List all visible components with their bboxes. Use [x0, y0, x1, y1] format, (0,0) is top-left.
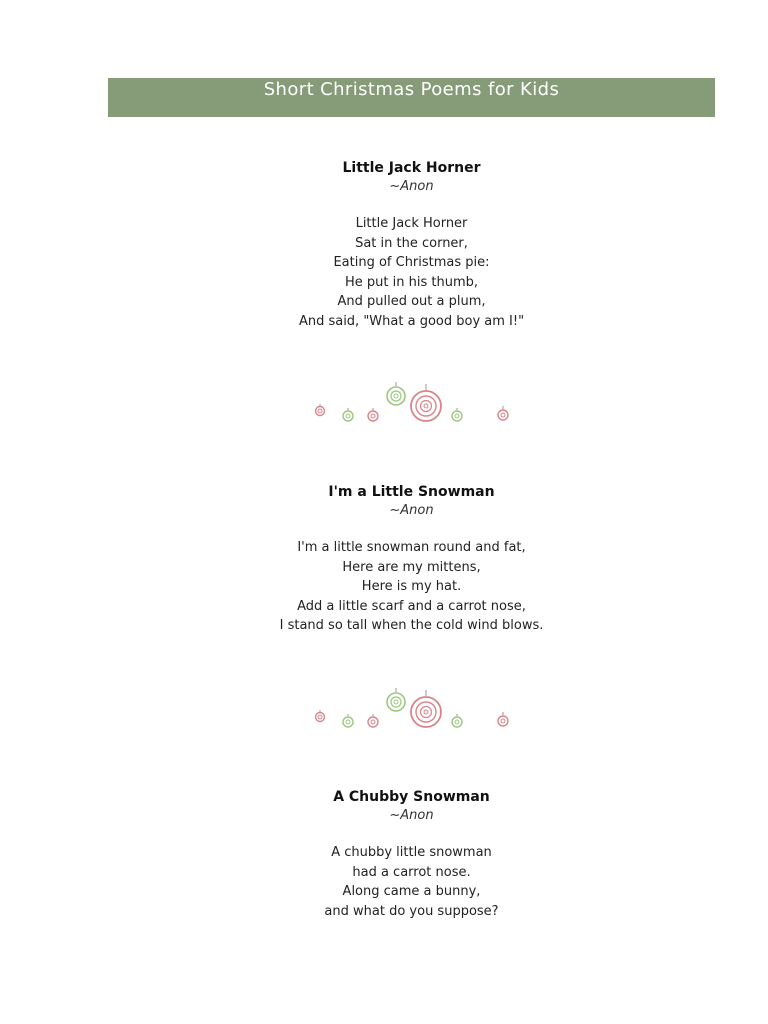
poem-line: I stand so tall when the cold wind blows. [279, 618, 544, 633]
poem-little-jack-horner [108, 158, 715, 331]
poem-author: ~Anon [389, 179, 434, 194]
poem-a-chubby-snowman [108, 787, 715, 921]
ornament-icon [411, 384, 441, 421]
poem-line: Here is my hat. [361, 579, 462, 594]
ornament-icon [452, 714, 462, 727]
poem-im-a-little-snowman [108, 482, 715, 636]
ornament-icon [316, 710, 325, 722]
ornament-icon [368, 714, 378, 727]
poem-author: ~Anon [389, 503, 434, 518]
ornament-icon [343, 408, 353, 421]
poem-line: had a carrot nose. [352, 864, 471, 880]
poem-line: A chubby little snowman [331, 845, 492, 860]
page-title: Short Christmas Poems for Kids [263, 79, 560, 100]
poem-line: and what do you suppose? [324, 903, 499, 919]
header-bar [108, 78, 715, 117]
poem-line: Little Jack Horner [355, 216, 468, 231]
ornament-divider [306, 378, 518, 428]
poem-line: I'm a little snowman round and fat, [297, 540, 526, 555]
poem-line: Along came a bunny, [342, 884, 481, 899]
ornament-icon [387, 382, 405, 405]
poem-line: He put in his thumb, [345, 274, 478, 290]
poem-author: ~Anon [389, 808, 434, 823]
ornament-icon [316, 404, 325, 416]
ornament-icon [411, 690, 441, 727]
ornament-icon [343, 714, 353, 727]
poem-line: Sat in the corner, [355, 235, 468, 251]
ornament-icon [368, 408, 378, 421]
poem-line: Here are my mittens, [342, 559, 481, 575]
poem-title: Little Jack Horner [342, 160, 481, 176]
poem-title: A Chubby Snowman [333, 789, 490, 805]
poem-line: Eating of Christmas pie: [333, 255, 490, 270]
ornament-icon [498, 712, 508, 726]
poem-line: And pulled out a plum, [337, 294, 486, 309]
poem-line: Add a little scarf and a carrot nose, [297, 598, 526, 614]
ornament-icon [387, 688, 405, 711]
ornament-icon [498, 406, 508, 420]
poem-title: I'm a Little Snowman [328, 484, 495, 500]
ornament-icon [452, 408, 462, 421]
ornament-divider [306, 684, 518, 734]
poem-line: And said, "What a good boy am I!" [298, 313, 525, 329]
